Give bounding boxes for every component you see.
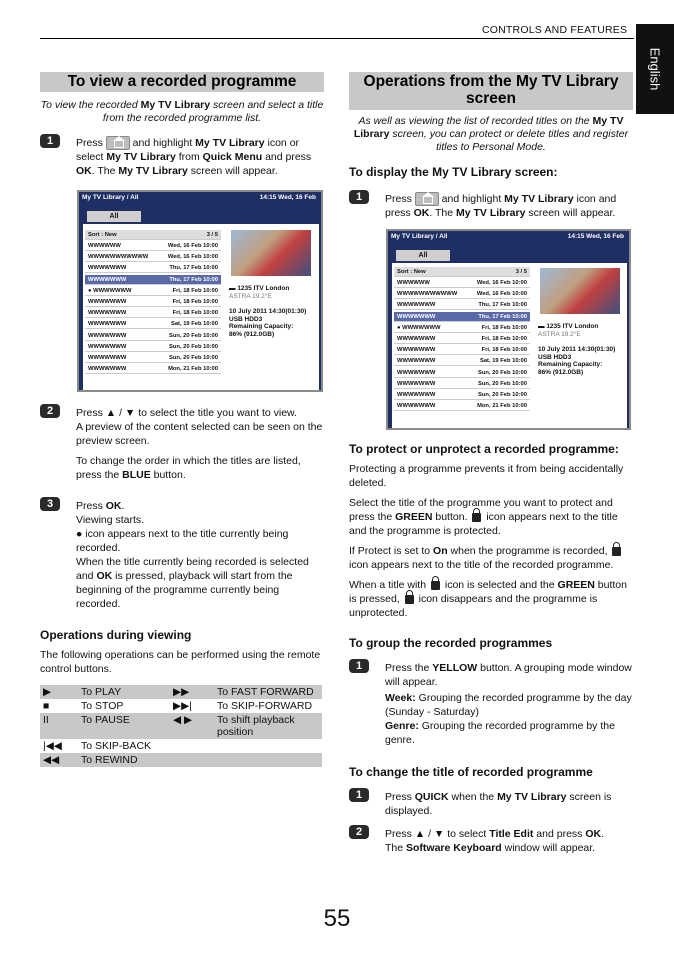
home-button-icon [415,192,439,206]
preview-thumbnail [231,230,311,276]
ops-label: To SKIP-FORWARD [217,700,313,712]
recording-list-item[interactable]: WWWWWWW Mon, 21 Feb 10:00 [394,401,530,411]
recording-list-item[interactable]: WWWWWWW Sun, 20 Feb 10:00 [85,331,221,341]
change-step-2-text: Press ▲ / ▼ to select Title Edit and press OK. The Software Keyboard window will appear. [385,828,605,854]
all-tab[interactable]: All [396,250,450,261]
sort-row: Sort : New 3 / 5 [85,230,221,240]
remote-button-icon: II [40,713,78,739]
recording-list-item[interactable]: WWWWWWW Sun, 20 Feb 10:00 [85,353,221,363]
ops-label [214,739,322,753]
lock-icon [472,513,481,522]
ops-label: To shift playback position [214,713,322,739]
remote-button-icon: ■ [43,700,50,712]
change-step-1-text: Press QUICK when the My TV Library screen is displayed. [385,791,612,817]
tv-screen-title: My TV Library / All [391,233,448,240]
preview-thumbnail [540,268,620,314]
remote-button-icon [170,753,214,767]
lock-icon [431,581,440,590]
all-tab[interactable]: All [87,211,141,222]
ops-heading: Operations during viewing [40,628,192,642]
preview-info: ▬ 1235 ITV London ASTRA 19.2°E 10 July 2011 14:30(01:30) USB HDD3 Remaining Capacity: 86% (912.0GB) [538,323,616,376]
lock-icon [405,595,414,604]
step-2-text: Press ▲ / ▼ to select the title you want to view. A preview of the content selected can be seen on the preview screen. To change the order in which the titles are listed, press the BLUE button. [76,407,323,481]
group-step-text: Press the YELLOW button. A grouping mode window will appear. Week: Grouping the recorded programme by the day (Sunday - Saturday) Genre: Grouping the recorded programme by the genre. [385,662,632,746]
recording-list-item[interactable]: WWWWWWW Thu, 17 Feb 10:00 [85,275,221,285]
header-rule [40,38,634,39]
ops-intro: The following operations can be performed using the remote control buttons. [40,649,321,675]
recording-list-item[interactable]: ● WWWWWWW Fri, 18 Feb 10:00 [394,323,530,333]
recording-list-item[interactable]: WWWWWWW Sat, 19 Feb 10:00 [394,356,530,366]
change-step-1-badge: 1 [349,788,369,802]
ops-table-row [40,753,322,767]
display-step-text: Press and highlight My TV Library icon and press OK. The My TV Library screen will appear. [385,193,617,220]
remote-button-icon [170,739,214,753]
left-intro: To view the recorded My TV Library screen and select a title from the recorded programme list. [40,99,324,124]
recording-list-item[interactable]: WWWWWWW Sat, 19 Feb 10:00 [85,319,221,329]
recording-list-item[interactable]: WWWWWWW Thu, 17 Feb 10:00 [394,312,530,322]
tv-screen-preview-2 [386,229,631,430]
ops-table-row [40,685,322,699]
ops-table-row [40,699,322,713]
recording-list-item[interactable]: WWWWWWW Fri, 18 Feb 10:00 [85,308,221,318]
recording-list-item[interactable]: WWWWWWW Fri, 18 Feb 10:00 [85,297,221,307]
recording-list-item[interactable]: WWWWWWW Fri, 18 Feb 10:00 [394,334,530,344]
recording-list-item[interactable]: WWWWWWW Thu, 17 Feb 10:00 [394,300,530,310]
tv-screen-title: My TV Library / All [82,194,139,201]
lock-icon [612,547,621,556]
ops-table [40,685,322,767]
ops-table-row [40,739,322,753]
remote-button-icon: ▶ [40,685,78,699]
remote-button-icon: ▶▶ [170,685,214,699]
preview-info: ▬ 1235 ITV London ASTRA 19.2°E 10 July 2011 14:30(01:30) USB HDD3 Remaining Capacity: 86% (912.0GB) [229,285,307,338]
change-heading: To change the title of recorded programme [349,765,593,779]
tv-screen-clock: 14:15 Wed, 16 Feb [567,233,624,240]
right-section-title: Operations from the My TV Library screen [349,72,633,110]
remote-button-icon: ▶▶| [173,700,192,712]
remote-button-icon: |◀◀ [43,740,62,752]
tv-channel-icon: ▬ [538,323,545,330]
tv-screen-preview [77,190,323,392]
ops-label: To REWIND [78,753,170,767]
sort-row: Sort : New 3 / 5 [394,267,530,277]
recording-list-item[interactable]: WWWWWWW Thu, 17 Feb 10:00 [85,263,221,273]
ops-label [214,753,322,767]
left-section-title: To view a recorded programme [40,72,324,92]
ops-label: To SKIP-BACK [81,740,152,752]
step-2-badge: 2 [40,404,60,418]
recording-list-item[interactable]: WWWWWWW Sun, 20 Feb 10:00 [394,390,530,400]
tv-channel-icon: ▬ [229,285,236,292]
recording-list-item[interactable]: WWWWWW Wed, 16 Feb 10:00 [85,241,221,251]
recording-list-item[interactable]: WWWWWW Wed, 16 Feb 10:00 [394,278,530,288]
step-1-text: Press and highlight My TV Library icon or select My TV Library from Quick Menu and press OK. The My TV Library screen will appear. [76,137,312,178]
ops-label: To PLAY [78,685,170,699]
ops-label: To FAST FORWARD [214,685,322,699]
language-tab: English [636,24,674,114]
right-intro: As well as viewing the list of recorded titles on the My TV Library screen, you can protect or delete titles and register titles to Personal Mode. [353,115,629,153]
step-3-badge: 3 [40,497,60,511]
display-heading: To display the My TV Library screen: [349,165,558,179]
protect-text: Protecting a programme prevents it from being accidentally deleted. Select the title of the programme you want to protect and press the GREEN button. icon appears next to the title and the programme is protected. If Protect is set to On when the programme is recorded, icon appears next to the title of the recorded programme. When a title with icon is selected and the GREEN button is pressed, icon disappears and the programme is unprotected. [349,463,627,619]
tv-screen-clock: 14:15 Wed, 16 Feb [259,194,316,201]
recording-list-item[interactable]: WWWWWWW Sun, 20 Feb 10:00 [394,368,530,378]
display-step-badge: 1 [349,190,369,204]
section-header: CONTROLS AND FEATURES [482,24,628,36]
recording-list-item[interactable]: WWWWWWW Mon, 21 Feb 10:00 [85,364,221,374]
remote-button-icon: ◀ ▶ [170,713,214,739]
ops-label: To STOP [81,700,124,712]
remote-button-icon: ◀◀ [40,753,78,767]
recording-list-item[interactable]: WWWWWWW Fri, 18 Feb 10:00 [394,345,530,355]
recording-list-item[interactable]: WWWWWWWWWWW Wed, 16 Feb 10:00 [85,252,221,262]
step-3-text: Press OK. Viewing starts. ● icon appears next to the title currently being recorded. When the title currently being recorded is selected and OK is pressed, playback will start from the beginning of the programme currently being recorded. [76,500,309,610]
protect-heading: To protect or unprotect a recorded programme: [349,442,619,456]
change-step-2-badge: 2 [349,825,369,839]
ops-table-row [40,713,322,739]
ops-label: To PAUSE [78,713,170,739]
recording-list-item[interactable]: WWWWWWWWWWW Wed, 16 Feb 10:00 [394,289,530,299]
recording-list-item[interactable]: WWWWWWW Sun, 20 Feb 10:00 [394,379,530,389]
home-button-icon [106,136,130,150]
recording-list-item[interactable]: WWWWWWW Sun, 20 Feb 10:00 [85,342,221,352]
group-step-badge: 1 [349,659,369,673]
page-number: 55 [323,905,351,932]
step-1-badge: 1 [40,134,60,148]
recording-list-item[interactable]: ● WWWWWWW Fri, 18 Feb 10:00 [85,286,221,296]
group-heading: To group the recorded programmes [349,636,553,650]
